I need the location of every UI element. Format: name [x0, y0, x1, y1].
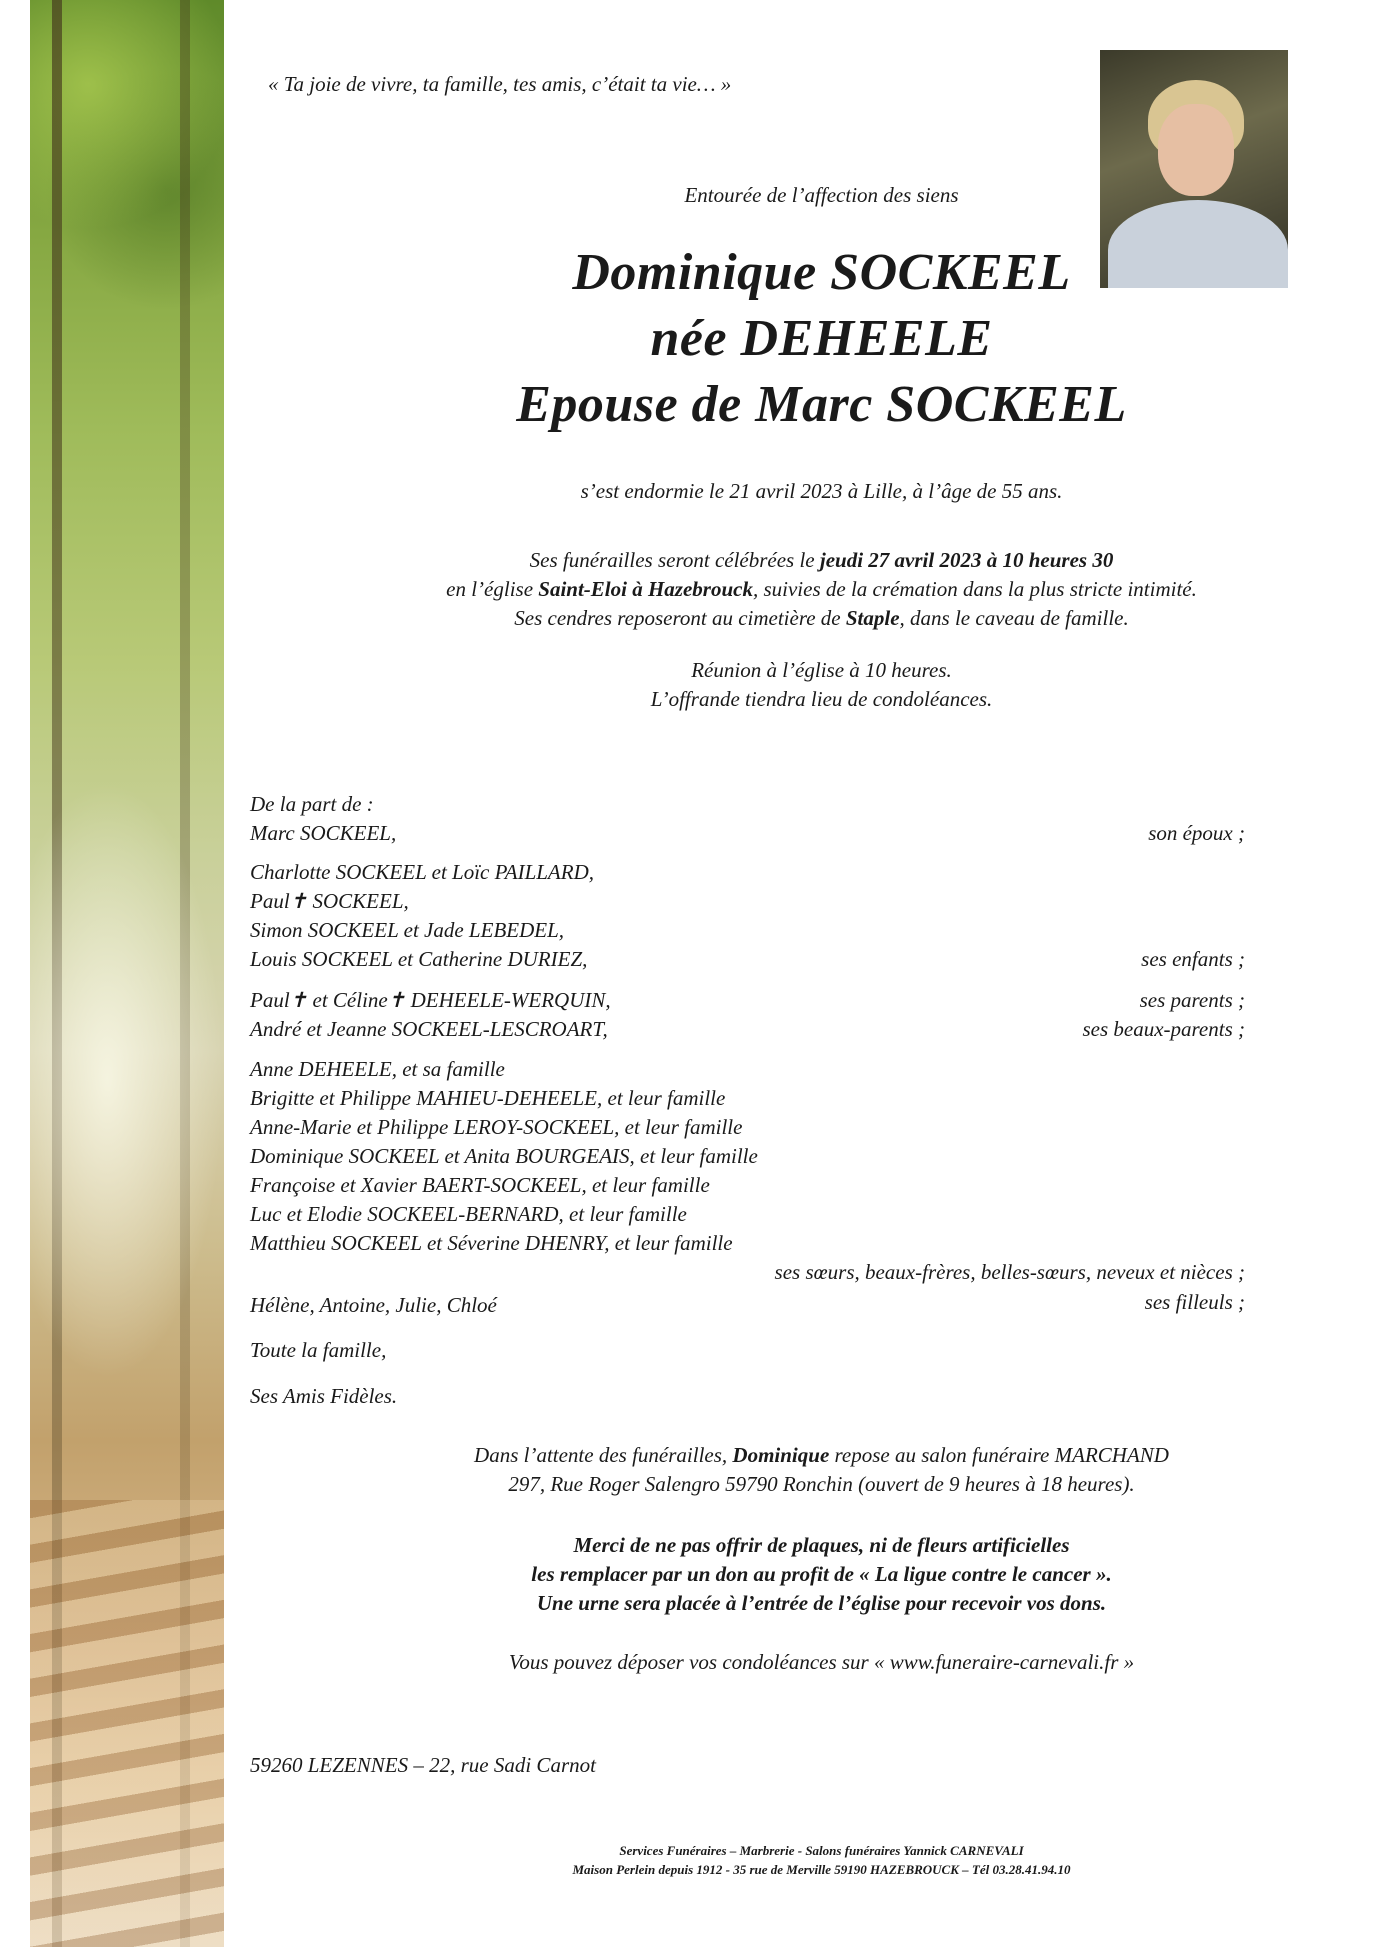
spouse-line: Epouse de Marc SOCKEEL [516, 376, 1127, 433]
parents-relation: ses parents ; [1139, 988, 1245, 1012]
parents-names: Paul✝ et Céline✝ DEHEELE-WERQUIN, [250, 988, 611, 1012]
footer-line-2: Maison Perlein depuis 1912 - 35 rue de Merville 59190 HAZEBROUCK – Tél 03.28.41.94.10 [572, 1862, 1071, 1877]
godchildren-names: Hélène, Antoine, Julie, Chloé [250, 1293, 497, 1317]
meeting-line-2: L’offrande tiendra lieu de condoléances. [650, 687, 993, 711]
rest-line-2: 297, Rue Roger Salengro 59790 Ronchin (ouvert de 9 heures à 18 heures). [508, 1472, 1135, 1496]
spouse-name: Marc SOCKEEL, [250, 821, 397, 845]
funeral-line-2: en l’église Saint-Eloi à Hazebrouck, suivies de la crémation dans la plus stricte intimité. [446, 577, 1197, 601]
children-relation: ses enfants ; [1141, 947, 1245, 971]
funeral-line-3: Ses cendres reposeront au cimetière de Staple, dans le caveau de famille. [514, 606, 1129, 630]
address: 59260 LEZENNES – 22, rue Sadi Carnot [250, 1753, 596, 1777]
maiden-name: née DEHEELE [650, 310, 993, 367]
from-label: De la part de : [250, 792, 374, 816]
condolences-text: Vous pouvez déposer vos condoléances sur « www.funeraire-carnevali.fr » [508, 1650, 1135, 1674]
sibling-7: Matthieu SOCKEEL et Séverine DHENRY, et leur famille [250, 1231, 733, 1255]
death-notice: s’est endormie le 21 avril 2023 à Lille, à l’âge de 55 ans. [580, 479, 1063, 503]
sibling-6: Luc et Elodie SOCKEEL-BERNARD, et leur famille [250, 1202, 687, 1226]
all-family: Toute la famille, [250, 1338, 387, 1362]
siblings-relation: ses sœurs, beaux-frères, belles-sœurs, neveux et nièces ; [774, 1260, 1245, 1284]
child-1: Charlotte SOCKEEL et Loïc PAILLARD, [250, 860, 594, 884]
child-4: Louis SOCKEEL et Catherine DURIEZ, [250, 947, 588, 971]
quote: « Ta joie de vivre, ta famille, tes amis, c’était ta vie… » [268, 72, 732, 96]
sibling-3: Anne-Marie et Philippe LEROY-SOCKEEL, et leur famille [250, 1115, 743, 1139]
sibling-4: Dominique SOCKEEL et Anita BOURGEAIS, et leur famille [250, 1144, 758, 1168]
request-line-1: Merci de ne pas offrir de plaques, ni de fleurs artificielles [573, 1533, 1070, 1557]
child-3: Simon SOCKEEL et Jade LEBEDEL, [250, 918, 565, 942]
deceased-name: Dominique SOCKEEL [572, 244, 1071, 301]
meeting-line-1: Réunion à l’église à 10 heures. [691, 658, 952, 682]
sibling-2: Brigitte et Philippe MAHIEU-DEHEELE, et leur famille [250, 1086, 726, 1110]
footer-line-1: Services Funéraires – Marbrerie - Salons funéraires Yannick CARNEVALI [619, 1843, 1024, 1858]
spouse-relation: son époux ; [1148, 821, 1245, 845]
surrounded-text: Entourée de l’affection des siens [684, 183, 959, 207]
friends: Ses Amis Fidèles. [250, 1384, 398, 1408]
request-line-2: les remplacer par un don au profit de « La ligue contre le cancer ». [531, 1562, 1112, 1586]
in-laws-names: André et Jeanne SOCKEEL-LESCROART, [250, 1017, 608, 1041]
sibling-1: Anne DEHEELE, et sa famille [250, 1057, 505, 1081]
sibling-5: Françoise et Xavier BAERT-SOCKEEL, et leur famille [250, 1173, 710, 1197]
rest-line-1: Dans l’attente des funérailles, Dominique repose au salon funéraire MARCHAND [474, 1443, 1169, 1467]
funeral-line-1: Ses funérailles seront célébrées le jeudi 27 avril 2023 à 10 heures 30 [529, 548, 1114, 572]
in-laws-relation: ses beaux-parents ; [1082, 1017, 1245, 1041]
godchildren-relation: ses filleuls ; [1144, 1290, 1245, 1314]
request-line-3: Une urne sera placée à l’entrée de l’église pour recevoir vos dons. [536, 1591, 1107, 1615]
child-2: Paul✝ SOCKEEL, [250, 889, 409, 913]
